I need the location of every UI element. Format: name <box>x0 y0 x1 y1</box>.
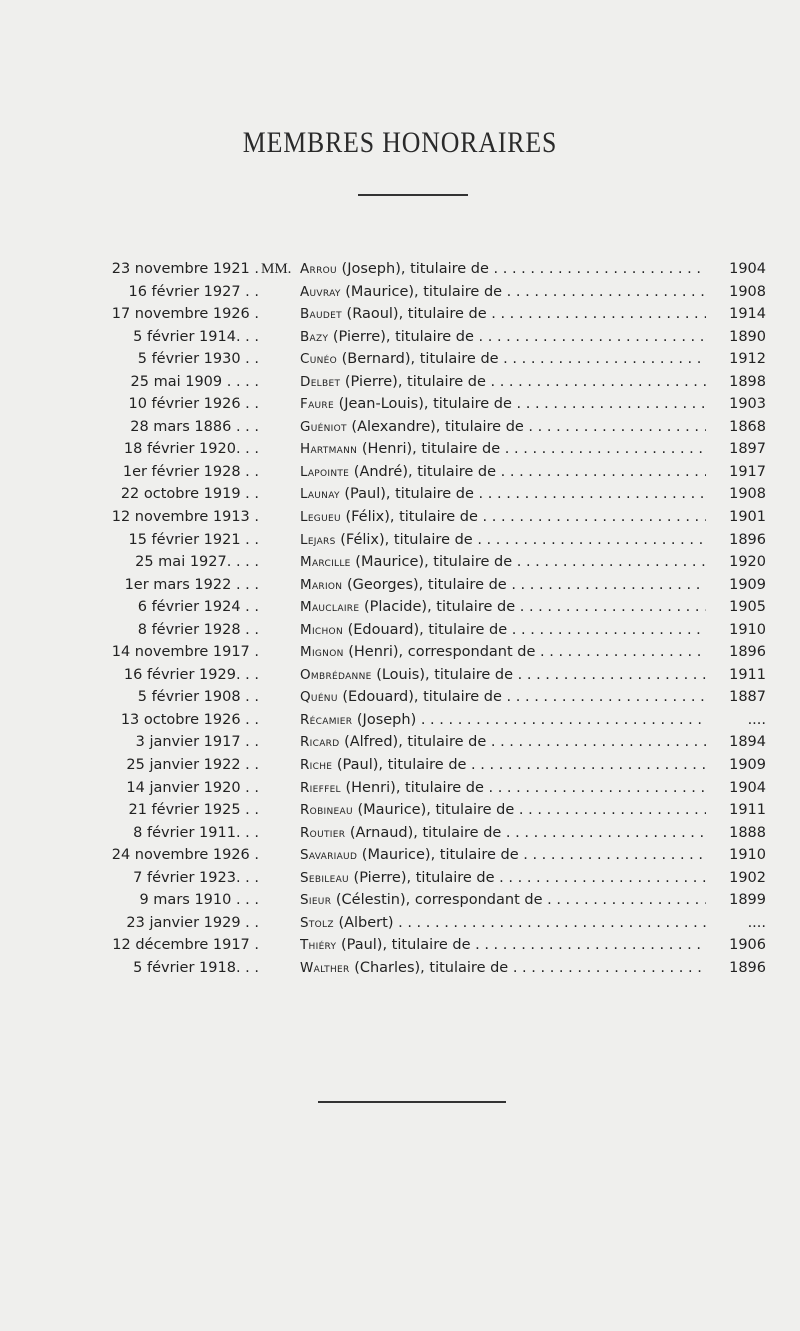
member-detail: (Jean-Louis), titulaire de <box>338 396 512 413</box>
list-item <box>0 483 800 506</box>
member-surname: Lapointe <box>300 463 350 480</box>
member-detail: (Pierre), titulaire de <box>332 328 474 345</box>
member-detail: (Pierre), titulaire de <box>344 373 486 390</box>
member-entry <box>300 483 706 506</box>
member-date: 5 février 1914. . . <box>133 328 259 345</box>
member-detail: (Raoul), titulaire de <box>346 306 487 323</box>
member-year: 1896 <box>729 531 766 548</box>
member-detail: (Félix), titulaire de <box>340 531 473 548</box>
member-surname: Mauclaire <box>300 599 360 616</box>
member-entry <box>300 258 706 281</box>
list-item <box>0 461 800 484</box>
member-surname: Marcille <box>300 554 351 571</box>
member-entry <box>300 957 706 980</box>
member-entry <box>300 574 706 597</box>
member-year: 1909 <box>729 576 766 593</box>
member-date: 23 novembre 1921 . <box>111 261 259 277</box>
member-detail: (André), titulaire de <box>353 463 497 480</box>
member-surname: Récamier <box>300 711 353 728</box>
member-detail: (Paul), titulaire de <box>344 486 474 503</box>
member-entry <box>300 529 706 552</box>
list-item <box>0 867 800 890</box>
member-date: 25 mai 1927. . . . <box>135 554 259 571</box>
list-item <box>0 731 800 754</box>
member-detail: (Félix), titulaire de <box>345 509 478 526</box>
member-detail: (Pierre), titulaire de <box>353 869 495 886</box>
honorific-prefix: MM. <box>261 261 292 277</box>
member-entry <box>300 754 706 777</box>
member-date: 12 novembre 1913 . <box>111 509 259 526</box>
member-surname: Michon <box>300 621 343 638</box>
member-year: .... <box>747 711 766 728</box>
member-year: 1905 <box>729 599 766 616</box>
member-year: 1910 <box>729 847 766 864</box>
list-item <box>0 258 800 281</box>
member-detail: (Georges), titulaire de <box>346 576 507 593</box>
member-date: 22 octobre 1919 . . <box>120 486 259 503</box>
member-year: 1909 <box>729 757 766 774</box>
member-detail: (Alexandre), titulaire de <box>351 418 524 435</box>
member-entry <box>300 281 706 304</box>
member-year: .... <box>747 914 766 931</box>
page-title: MEMBRES HONORAIRES <box>242 126 558 159</box>
list-item <box>0 844 800 867</box>
list-item <box>0 686 800 709</box>
member-entry <box>300 641 706 664</box>
member-date: 14 novembre 1917 . <box>111 644 259 661</box>
member-detail: (Maurice), titulaire de <box>361 847 519 864</box>
list-item <box>0 506 800 529</box>
member-entry <box>300 393 706 416</box>
member-entry <box>300 619 706 642</box>
member-entry <box>300 348 706 371</box>
member-detail: (Henri), correspondant de <box>348 644 536 661</box>
member-surname: Faure <box>300 396 334 413</box>
member-year: 1917 <box>729 463 766 480</box>
member-entry <box>300 551 706 574</box>
member-surname: Delbet <box>300 373 341 390</box>
list-item <box>0 438 800 461</box>
member-entry <box>300 461 706 484</box>
member-surname: Legueu <box>300 509 341 526</box>
member-date: 10 février 1926 . . <box>128 396 259 413</box>
member-date: 14 janvier 1920 . . <box>126 779 259 796</box>
list-item <box>0 664 800 687</box>
member-date: 13 octobre 1926 . . <box>120 711 259 728</box>
member-detail: (Placide), titulaire de <box>363 599 516 616</box>
member-entry <box>300 709 706 732</box>
member-date: 8 février 1911. . . <box>133 824 259 841</box>
list-item <box>0 934 800 957</box>
member-date: 24 novembre 1926 . <box>111 847 259 864</box>
member-surname: Auvray <box>300 283 341 300</box>
member-surname: Quénu <box>300 689 338 706</box>
member-entry <box>300 777 706 800</box>
list-item <box>0 754 800 777</box>
member-detail: (Paul), titulaire de <box>340 937 471 954</box>
member-detail: (Bernard), titulaire de <box>341 351 499 368</box>
member-entry <box>300 889 706 912</box>
member-date: 28 mars 1886 . . . <box>130 418 259 435</box>
member-entry <box>300 664 706 687</box>
member-year: 1906 <box>729 937 766 954</box>
member-surname: Thiéry <box>300 937 337 954</box>
member-date: 3 janvier 1917 . . <box>135 734 259 751</box>
member-surname: Riche <box>300 757 333 774</box>
list-item <box>0 574 800 597</box>
member-year: 1868 <box>729 418 766 435</box>
member-year: 1888 <box>729 824 766 841</box>
member-detail: (Charles), titulaire de <box>354 959 509 976</box>
member-entry <box>300 912 706 935</box>
member-surname: Ricard <box>300 734 340 751</box>
member-surname: Ombrédanne <box>300 666 372 683</box>
member-surname: Routier <box>300 824 346 841</box>
member-date: 15 février 1921 . . <box>128 531 259 548</box>
member-surname: Marion <box>300 576 343 593</box>
member-surname: Sebileau <box>300 869 349 886</box>
member-entry <box>300 799 706 822</box>
member-year: 1911 <box>729 666 766 683</box>
member-surname: Launay <box>300 486 340 503</box>
member-entry <box>300 326 706 349</box>
member-year: 1897 <box>729 441 766 458</box>
member-detail: (Arnaud), titulaire de <box>349 824 502 841</box>
member-detail: (Célestin), correspondant de <box>335 892 543 909</box>
member-date: 8 février 1928 . . <box>137 621 259 638</box>
member-year: 1903 <box>729 396 766 413</box>
member-entry <box>300 822 706 845</box>
member-surname: Walther <box>300 959 350 976</box>
member-surname: Hartmann <box>300 441 358 458</box>
list-item <box>0 303 800 326</box>
member-detail: (Paul), titulaire de <box>336 757 467 774</box>
member-surname: Guéniot <box>300 418 347 435</box>
member-entry <box>300 867 706 890</box>
member-detail: (Joseph), titulaire de <box>341 261 489 277</box>
list-item <box>0 416 800 439</box>
members-list <box>0 258 800 980</box>
member-date: 17 novembre 1926 . <box>111 306 259 323</box>
member-surname: Mignon <box>300 644 344 661</box>
list-item <box>0 619 800 642</box>
member-date: 5 février 1908 . . <box>137 689 259 706</box>
member-year: 1908 <box>729 283 766 300</box>
member-detail: (Edouard), titulaire de <box>342 689 502 706</box>
list-item <box>0 777 800 800</box>
member-date: 16 février 1927 . . <box>128 283 259 300</box>
member-date: 21 février 1925 . . <box>128 802 259 819</box>
list-item <box>0 348 800 371</box>
member-year: 1887 <box>729 689 766 706</box>
member-entry <box>300 731 706 754</box>
member-entry <box>300 416 706 439</box>
list-item <box>0 596 800 619</box>
member-date: 16 février 1929. . . <box>123 666 259 683</box>
member-year: 1896 <box>729 644 766 661</box>
member-surname: Savariaud <box>300 847 358 864</box>
member-year: 1914 <box>729 306 766 323</box>
member-entry <box>300 506 706 529</box>
list-item <box>0 393 800 416</box>
member-entry <box>300 934 706 957</box>
member-surname: Stolz <box>300 914 334 931</box>
list-item <box>0 326 800 349</box>
member-year: 1896 <box>729 959 766 976</box>
list-item <box>0 641 800 664</box>
member-year: 1904 <box>729 261 766 277</box>
member-detail: (Albert) <box>338 914 394 931</box>
member-date: 25 mai 1909 . . . . <box>130 373 259 390</box>
member-date: 1er mars 1922 . . . <box>124 576 259 593</box>
member-detail: (Edouard), titulaire de <box>347 621 508 638</box>
member-date: 9 mars 1910 . . . <box>139 892 259 909</box>
member-entry <box>300 596 706 619</box>
list-item <box>0 529 800 552</box>
member-detail: (Alfred), titulaire de <box>344 734 487 751</box>
list-item <box>0 551 800 574</box>
list-item <box>0 912 800 935</box>
member-year: 1908 <box>729 486 766 503</box>
member-detail: (Joseph) <box>356 711 417 728</box>
member-year: 1904 <box>729 779 766 796</box>
member-date: 6 février 1924 . . <box>137 599 259 616</box>
member-year: 1890 <box>729 328 766 345</box>
list-item <box>0 822 800 845</box>
member-year: 1920 <box>729 554 766 571</box>
member-surname: Lejars <box>300 531 336 548</box>
bottom-divider <box>318 1101 506 1103</box>
member-year: 1901 <box>729 509 766 526</box>
member-surname: Cunéo <box>300 351 338 368</box>
member-date: 18 février 1920. . . <box>123 441 259 458</box>
member-detail: (Henri), titulaire de <box>345 779 484 796</box>
list-item <box>0 889 800 912</box>
member-entry <box>300 438 706 461</box>
member-surname: Sieur <box>300 892 332 909</box>
member-detail: (Maurice), titulaire de <box>357 802 515 819</box>
member-date: 12 décembre 1917 . <box>112 937 259 954</box>
member-entry <box>300 303 706 326</box>
list-item <box>0 281 800 304</box>
member-year: 1898 <box>729 373 766 390</box>
list-item <box>0 709 800 732</box>
member-surname: Bazy <box>300 328 329 345</box>
member-date: 25 janvier 1922 . . <box>126 757 259 774</box>
member-surname: Arrou <box>300 261 337 277</box>
member-date: 5 février 1918. . . <box>133 959 259 976</box>
title-divider <box>358 194 468 196</box>
member-surname: Baudet <box>300 306 342 323</box>
member-year: 1902 <box>729 869 766 886</box>
list-item <box>0 957 800 980</box>
member-year: 1911 <box>729 802 766 819</box>
member-surname: Robineau <box>300 802 353 819</box>
member-detail: (Henri), titulaire de <box>361 441 501 458</box>
member-entry <box>300 844 706 867</box>
member-detail: (Maurice), titulaire de <box>355 554 513 571</box>
member-date: 7 février 1923. . . <box>133 869 259 886</box>
member-year: 1894 <box>729 734 766 751</box>
member-detail: (Maurice), titulaire de <box>345 283 503 300</box>
member-year: 1899 <box>729 892 766 909</box>
member-surname: Rieffel <box>300 779 341 796</box>
member-entry <box>300 371 706 394</box>
list-item <box>0 799 800 822</box>
member-year: 1912 <box>729 351 766 368</box>
member-date: 5 février 1930 . . <box>137 351 259 368</box>
member-date: 23 janvier 1929 . . <box>126 914 259 931</box>
member-entry <box>300 686 706 709</box>
member-detail: (Louis), titulaire de <box>376 666 514 683</box>
member-year: 1910 <box>729 621 766 638</box>
list-item <box>0 371 800 394</box>
member-date: 1er février 1928 . . <box>122 463 259 480</box>
